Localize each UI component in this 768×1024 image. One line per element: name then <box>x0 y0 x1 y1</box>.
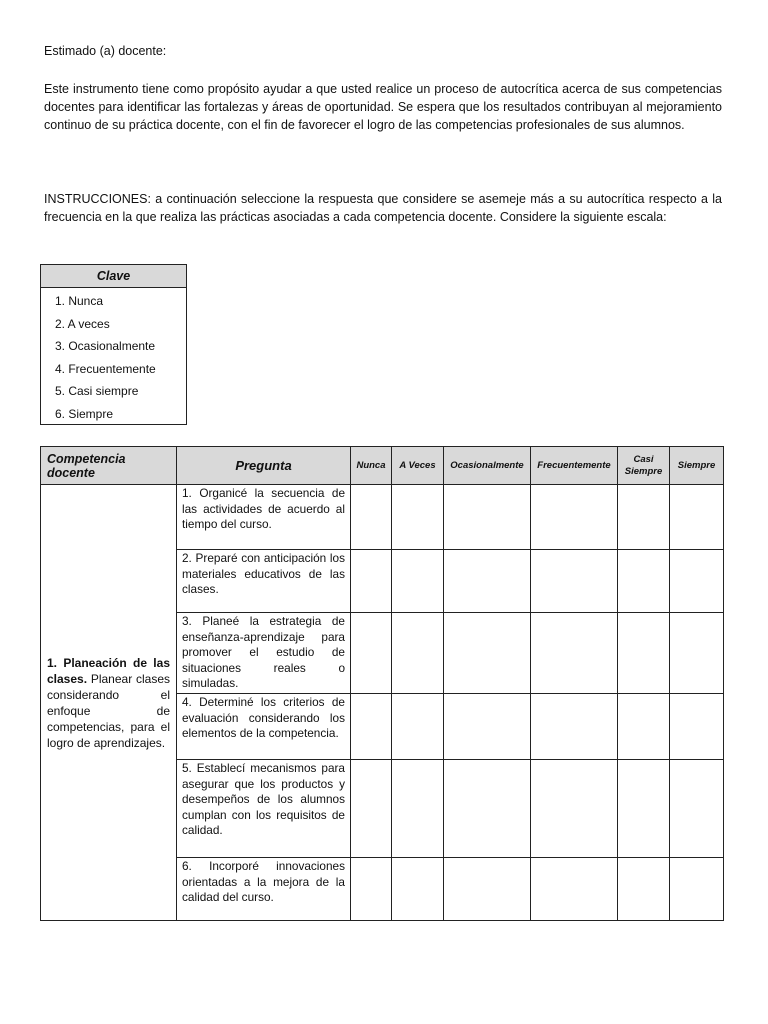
answer-cell-nunca[interactable] <box>351 694 392 760</box>
greeting: Estimado (a) docente: <box>44 44 167 58</box>
header-pregunta: Pregunta <box>177 447 351 485</box>
scale-key-list <box>41 288 186 426</box>
answer-cell-a-veces[interactable] <box>392 485 444 550</box>
answer-cell-a-veces[interactable] <box>392 550 444 613</box>
competencia-description: Planear clases considerando el enfoque de competencias, para el logro de aprendizajes. <box>47 671 170 750</box>
question-number: 3. <box>182 614 192 628</box>
question-cell <box>177 694 351 760</box>
answer-cell-siempre[interactable] <box>670 485 724 550</box>
question-text: Incorporé innovaciones orientadas a la mejora de la calidad del curso. <box>182 859 346 905</box>
scale-key-item: 4. Frecuentemente <box>55 361 156 376</box>
question-cell <box>177 485 351 550</box>
question-cell <box>177 858 351 921</box>
competencia-cell <box>41 485 177 921</box>
answer-cell-ocasionalmente[interactable] <box>444 613 531 694</box>
answer-cell-nunca[interactable] <box>351 485 392 550</box>
scale-key-title: Clave <box>41 265 186 288</box>
answer-cell-casi-siempre[interactable] <box>618 694 670 760</box>
question-text: Preparé con anticipación los materiales educativos de las clases. <box>182 551 345 597</box>
scale-key-item: 5. Casi siempre <box>55 384 139 399</box>
question-text: Establecí mecanismos para asegurar que los productos y desempeños de los alumnos cumplan con los requisitos de calidad. <box>182 761 345 838</box>
answer-cell-casi-siempre[interactable] <box>618 760 670 858</box>
scale-key-box <box>40 264 187 425</box>
answer-cell-a-veces[interactable] <box>392 613 444 694</box>
question-number: 4. <box>182 695 192 709</box>
answer-cell-frecuentemente[interactable] <box>531 613 618 694</box>
header-siempre: Siempre <box>670 447 724 485</box>
scale-key-item: 3. Ocasionalmente <box>55 339 156 354</box>
answer-cell-a-veces[interactable] <box>392 760 444 858</box>
answer-cell-ocasionalmente[interactable] <box>444 694 531 760</box>
instructions-paragraph: INSTRUCCIONES: a continuación seleccione la respuesta que considere se asemeje más a su autocrítica respecto a la frecuencia en la que realiza las prácticas asociadas a cada competencia docente. Considere la siguiente escala: <box>44 192 722 224</box>
header-competencia: Competencia docente <box>41 447 177 485</box>
answer-cell-a-veces[interactable] <box>392 694 444 760</box>
answer-cell-ocasionalmente[interactable] <box>444 858 531 921</box>
question-cell <box>177 550 351 613</box>
header-ocasionalmente: Ocasionalmente <box>444 447 531 485</box>
scale-key-item: 6. Siempre <box>55 406 114 421</box>
competencia-title: 1. Planeación de las clases. <box>47 655 170 686</box>
answer-cell-casi-siempre[interactable] <box>618 858 670 921</box>
question-text: Planeé la estrategia de enseñanza-aprendizaje para promover el estudio de situaciones reales o simuladas. <box>182 614 345 691</box>
question-cell <box>177 760 351 858</box>
answer-cell-frecuentemente[interactable] <box>531 694 618 760</box>
answer-cell-a-veces[interactable] <box>392 858 444 921</box>
header-nunca: Nunca <box>351 447 392 485</box>
answer-cell-nunca[interactable] <box>351 613 392 694</box>
answer-cell-nunca[interactable] <box>351 858 392 921</box>
table-header-row <box>41 447 724 485</box>
answer-cell-frecuentemente[interactable] <box>531 858 618 921</box>
answer-cell-siempre[interactable] <box>670 613 724 694</box>
answer-cell-casi-siempre[interactable] <box>618 613 670 694</box>
answer-cell-ocasionalmente[interactable] <box>444 485 531 550</box>
answer-cell-ocasionalmente[interactable] <box>444 550 531 613</box>
question-number: 5. <box>182 761 192 775</box>
table-row <box>41 485 724 550</box>
answer-cell-casi-siempre[interactable] <box>618 485 670 550</box>
answer-cell-ocasionalmente[interactable] <box>444 760 531 858</box>
answer-cell-frecuentemente[interactable] <box>531 485 618 550</box>
answer-cell-siempre[interactable] <box>670 760 724 858</box>
answer-cell-siempre[interactable] <box>670 858 724 921</box>
header-casi-siempre: Casi Siempre <box>618 447 670 485</box>
header-a-veces: A Veces <box>392 447 444 485</box>
header-frecuentemente: Frecuentemente <box>531 447 618 485</box>
question-number: 2. <box>182 551 192 565</box>
answer-cell-siempre[interactable] <box>670 694 724 760</box>
scale-key-item: 2. A veces <box>55 316 110 331</box>
question-text: Organicé la secuencia de las actividades de acuerdo al tiempo del curso. <box>182 486 345 532</box>
question-text: Determiné los criterios de evaluación considerando los elementos de la competencia. <box>182 695 345 741</box>
question-number: 1. <box>182 486 192 500</box>
answer-cell-casi-siempre[interactable] <box>618 550 670 613</box>
question-cell <box>177 613 351 694</box>
question-number: 6. <box>182 859 192 873</box>
answer-cell-siempre[interactable] <box>670 550 724 613</box>
scale-key-item: 1. Nunca <box>55 294 104 308</box>
evaluation-table <box>40 446 724 921</box>
answer-cell-frecuentemente[interactable] <box>531 550 618 613</box>
purpose-paragraph: Este instrumento tiene como propósito ayudar a que usted realice un proceso de autocrítica acerca de sus competencias docentes para identificar las fortalezas y áreas de oportunidad. Se espera que los resultados contribuyan al mejoramiento continuo de su práctica docente, con el fin de favorecer el logro de las competencias profesionales de sus alumnos. <box>44 82 722 132</box>
answer-cell-nunca[interactable] <box>351 760 392 858</box>
answer-cell-nunca[interactable] <box>351 550 392 613</box>
answer-cell-frecuentemente[interactable] <box>531 760 618 858</box>
